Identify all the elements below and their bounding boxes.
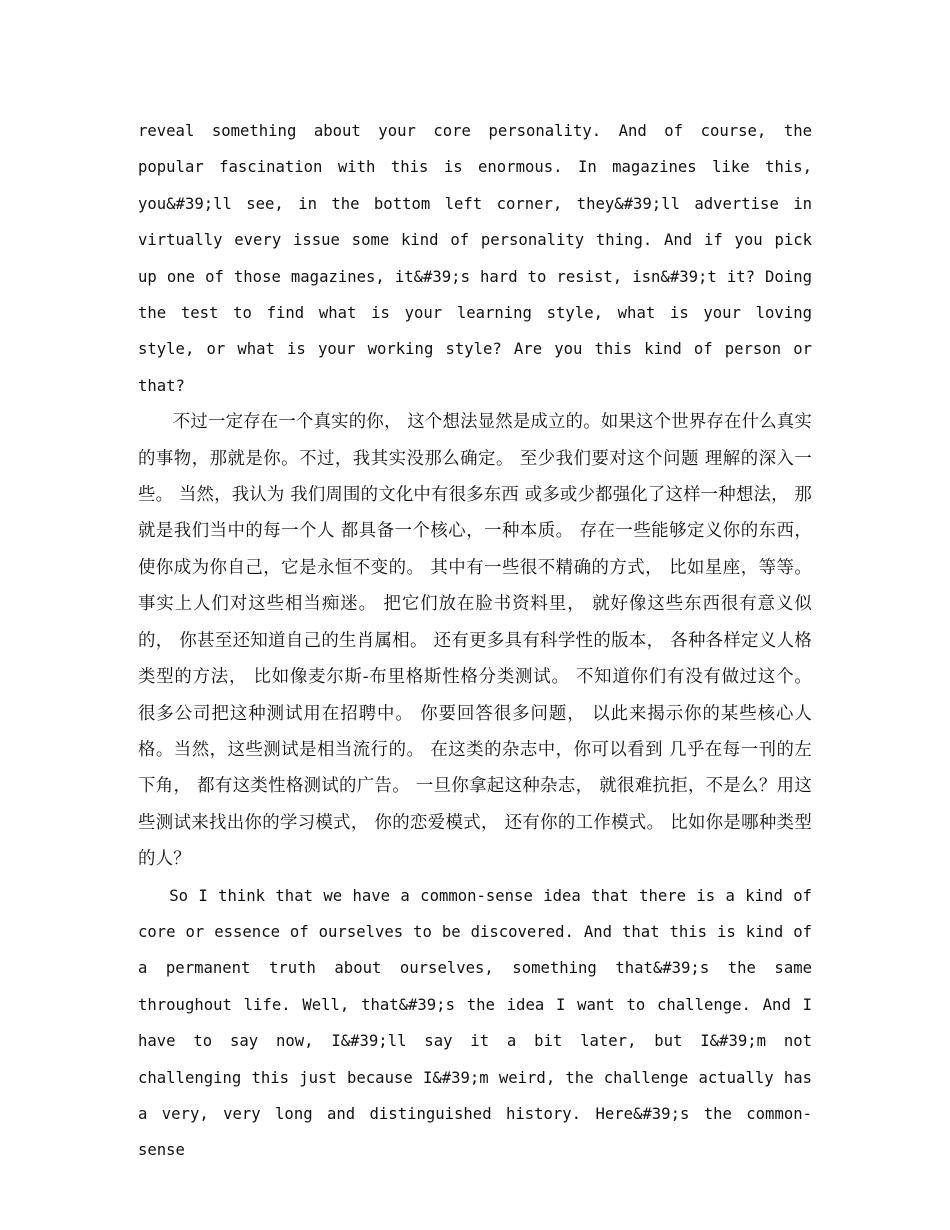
- document-body: [138, 113, 812, 1169]
- paragraph-english-2: So I think that we have a common-sense idea that there is a kind of core or essence of ourselves to be discovered. And that this is kind of a permanent truth about ourselves, something that&#39;s the same throughout life. Well, that&#39;s the idea I want to challenge. And I have to say now, I&#39;ll say it a bit later, but I&#39;m not challenging this just because I&#39;m weird, the challenge actually has a very, very long and distinguished history. Here&#39;s the common-sense: [138, 886, 812, 1160]
- paragraph-english-1: reveal something about your core personality. And of course, the popular fascination with this is enormous. In magazines like this, you&#39;ll see, in the bottom left corner, they&#39;ll advertise in virtually every issue some kind of personality thing. And if you pick up one of those magazines, it&#39;s hard to resist, isn&#39;t it? Doing the test to find what is your learning style, what is your loving style, or what is your working style? Are you this kind of person or that?: [138, 122, 812, 395]
- paragraph-chinese-translation: 不过一定存在一个真实的你， 这个想法显然是成立的。如果这个世界存在什么真实的事物，那就是你。不过，我其实没那么确定。 至少我们要对这个问题 理解的深入一些。 当然，我认为 我们周围的文化中有很多东西 或多或少都强化了这样一种想法， 那就是我们当中的每一个人 都具备一个核心，一种本质。 存在一些能够定义你的东西， 使你成为你自己，它是永恒不变的。 其中有一些很不精确的方式， 比如星座，等等。 事实上人们对这些相当痴迷。 把它们放在脸书资料里， 就好像这些东西很有意义似的， 你甚至还知道自己的生肖属相。 还有更多具有科学性的版本， 各种各样定义人格类型的方法， 比如像麦尔斯-布里格斯性格分类测试。 不知道你们有没有做过这个。 很多公司把这种测试用在招聘中。 你要回答很多问题， 以此来揭示你的某些核心人格。当然，这些测试是相当流行的。 在这类的杂志中，你可以看到 几乎在每一刊的左下角， 都有这类性格测试的广告。 一旦你拿起这种杂志， 就很难抗拒，不是么？用这些测试来找出你的学习模式， 你的恋爱模式， 还有你的工作模式。 比如你是哪种类型的人？: [138, 412, 812, 870]
